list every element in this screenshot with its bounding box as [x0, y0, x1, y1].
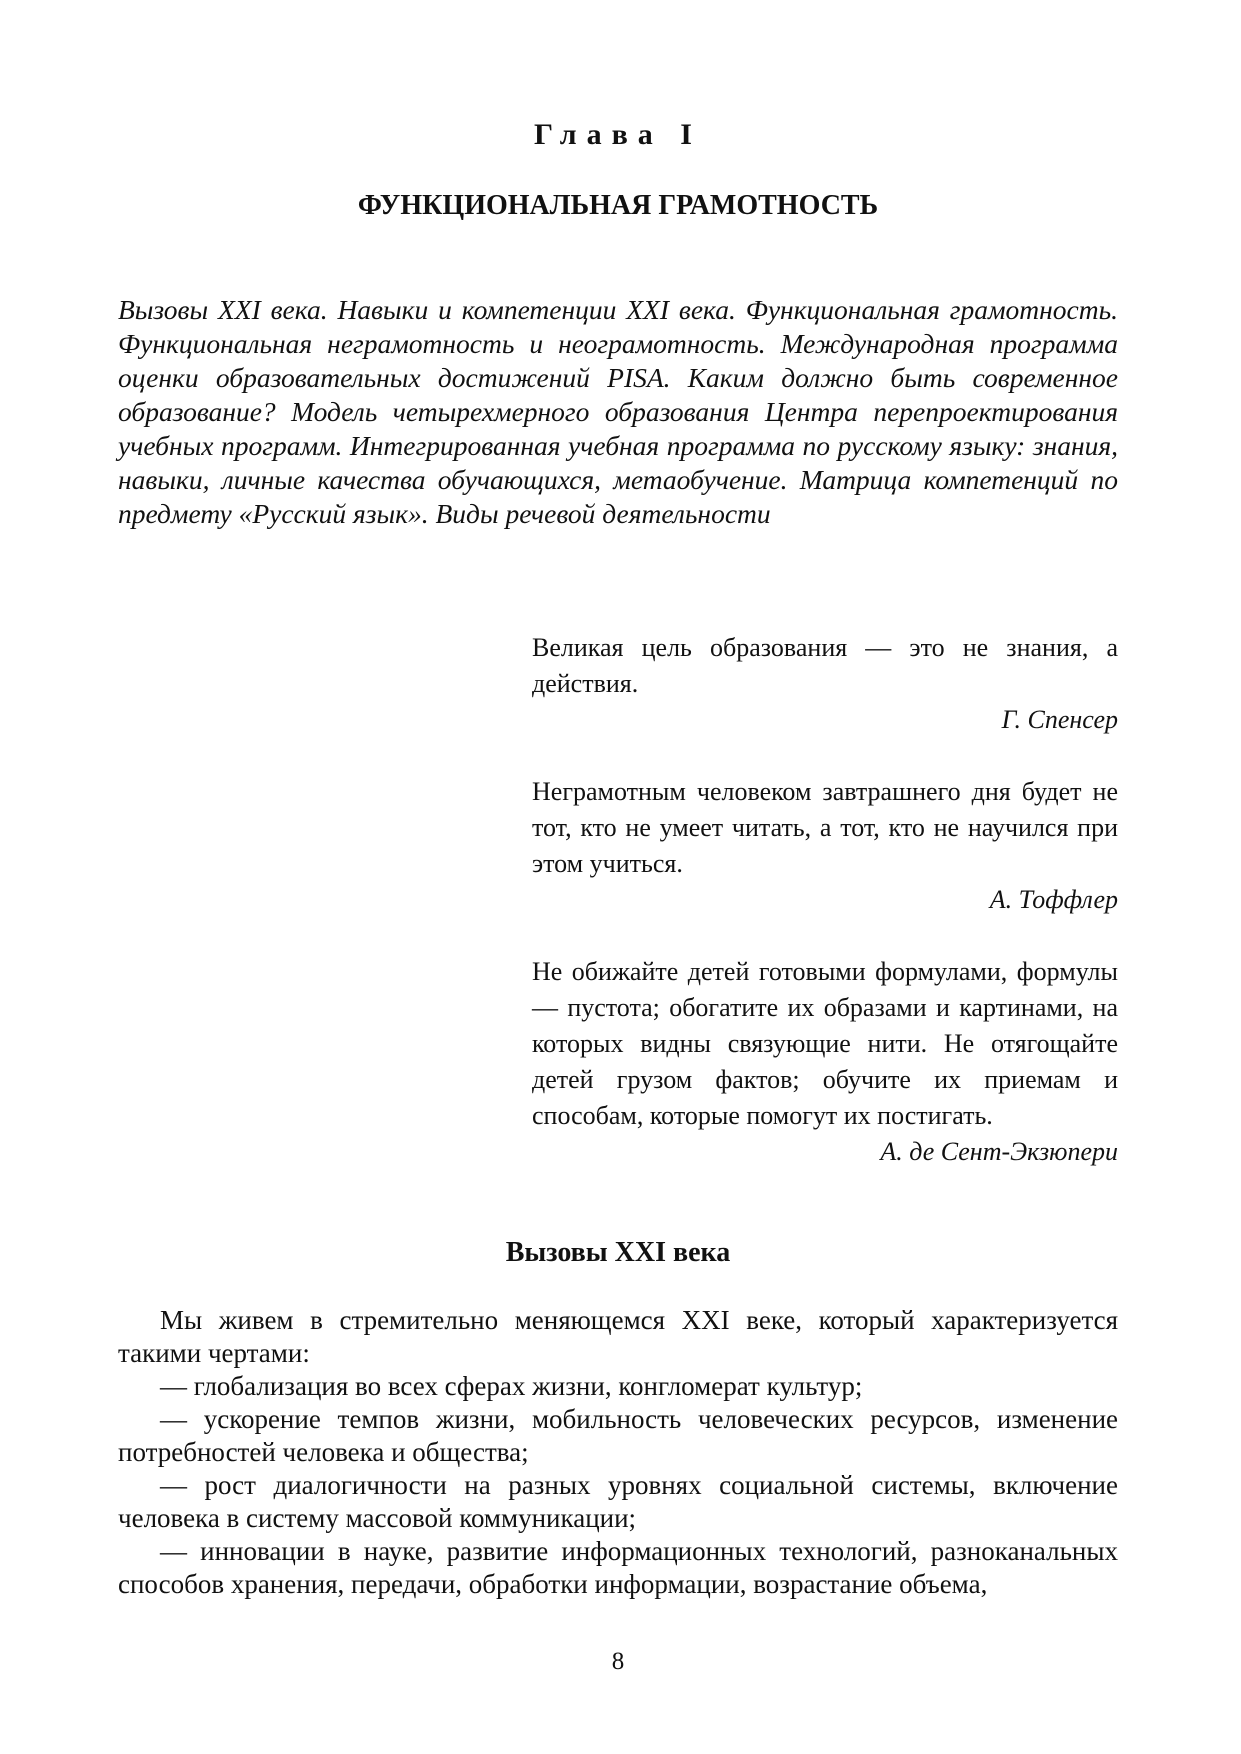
epigraph-author: А. де Сент-Экзюпери — [880, 1137, 1118, 1166]
list-item: — ускорение темпов жизни, мобильность человеческих ресурсов, изменение потребностей человека и общества; — [118, 1404, 1118, 1467]
epigraph-text: Великая цель образования — это не знания, а действия. — [532, 633, 1118, 698]
epigraph-author: Г. Спенсер — [1001, 705, 1118, 734]
chapter-title: ФУНКЦИОНАЛЬНАЯ ГРАМОТНОСТЬ — [357, 190, 879, 221]
epigraph-text: Не обижайте детей готовыми формулами, формулы — пустота; обогатите их образами и картинами, на которых видны связующие нити. Не отягощайте детей грузом фактов; обучите их приемам и способам, которые помогут их постигать. — [532, 957, 1118, 1130]
body-paragraph: Мы живем в стремительно меняющемся XXI веке, который характеризуется такими чертами: — [118, 1305, 1118, 1368]
list-item: — рост диалогичности на разных уровнях социальной системы, включение человека в систему массовой коммуникации; — [118, 1470, 1118, 1533]
list-item: — глобализация во всех сферах жизни, конгломерат культур; — [160, 1371, 863, 1401]
section-title: Вызовы XXI века — [505, 1237, 731, 1268]
chapter-label: Глава I — [534, 118, 702, 151]
list-item: — инновации в науке, развитие информационных технологий, разноканальных способов хранения, передачи, обработки информации, возрастание объема, — [118, 1536, 1118, 1599]
epigraph — [532, 630, 1118, 738]
epigraph-text: Неграмотным человеком завтрашнего дня будет не тот, кто не умеет читать, а тот, кто не научился при этом учиться. — [532, 777, 1118, 878]
page-number: 8 — [611, 1648, 625, 1675]
epigraph-author: А. Тоффлер — [989, 885, 1118, 914]
epigraph — [532, 954, 1118, 1170]
book-page — [118, 0, 1118, 1754]
section-body — [118, 1304, 1118, 1601]
chapter-abstract: Вызовы XXI века. Навыки и компетенции XXI века. Функциональная грамотность. Функциональная неграмотность и неограмотность. Международная программа оценки образовательных достижений PISA. Каким должно быть современное образование? Модель четырехмерного образования Центра перепроектирования учебных программ. Интегрированная учебная программа по русскому языку: знания, навыки, личные качества обучающихся, метаобучение. Матрица компетенций по предмету «Русский язык». Виды речевой деятельности — [118, 294, 1118, 529]
epigraph — [532, 774, 1118, 918]
epigraphs-block — [532, 630, 1118, 1170]
